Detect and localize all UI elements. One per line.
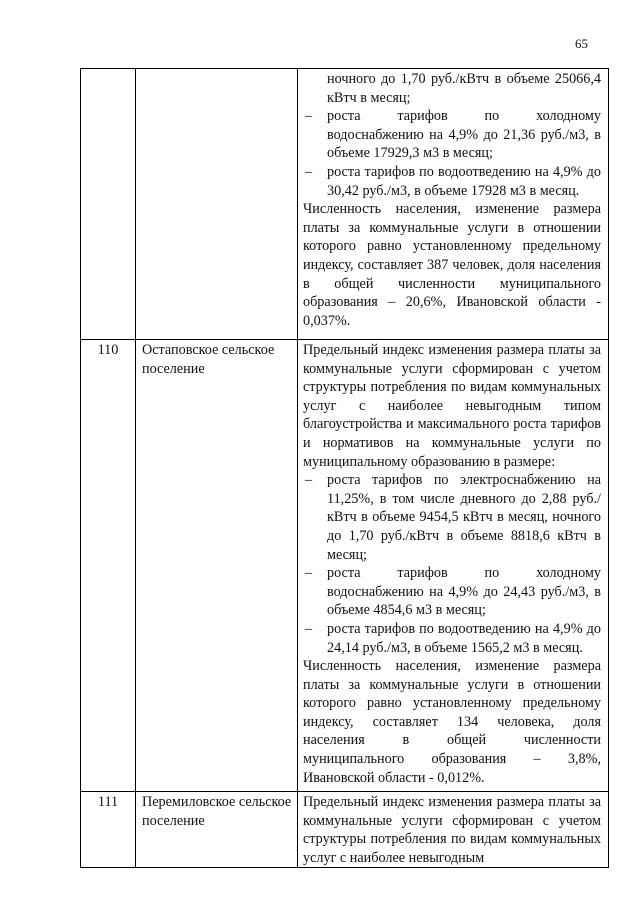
table-row	[81, 792, 609, 868]
row-number: 110	[81, 340, 136, 792]
page-number: 65	[575, 36, 588, 51]
description-cell	[298, 69, 609, 340]
row-number	[81, 69, 136, 340]
list-item-text: роста тарифов по холодному водоснабжению на 4,9% до 24,43 руб./м3, в объеме 4854,6 м3 в месяц;	[327, 565, 601, 619]
tariff-table	[80, 68, 609, 868]
list-item-text: роста тарифов по водоотведению на 4,9% до 24,14 руб./м3, в объеме 1565,2 м3 в месяц.	[327, 620, 601, 656]
population-text: Численность населения, изменение размера платы за коммунальные услуги в отношении которого равно установленному предельному индексу, составляет 387 человек, доля населения в общей численности муниципального образования – 20,6%, Ивановской области - 0,037%.	[303, 201, 601, 329]
table-row	[81, 340, 609, 792]
list-item	[303, 107, 601, 163]
description-cell	[298, 340, 609, 792]
dash-marker: –	[305, 108, 313, 125]
list-item	[303, 163, 601, 200]
intro-text: Предельный индекс изменения размера платы за коммунальные услуги сформирован с учетом структуры потребления по видам коммунальных услуг с наиболее невыгодным типом благоустройства и максимального роста тарифов и нормативов на коммунальные услуги по муниципальному образованию в размере:	[303, 342, 601, 470]
dash-marker: –	[305, 163, 313, 180]
list-item-text: роста тарифов по электроснабжению на 11,25%, в том числе дневного до 2,88 руб./кВтч в объеме 9454,5 кВтч в месяц, ночного до 1,70 руб./кВтч в объеме 8818,6 кВтч в месяц;	[327, 472, 601, 563]
dash-marker: –	[305, 472, 313, 489]
list-item	[303, 564, 601, 620]
list-item	[303, 620, 601, 657]
municipality-name: Перемиловское сельское поселение	[136, 792, 298, 868]
municipality-name	[136, 69, 298, 340]
intro-text: Предельный индекс изменения размера платы за коммунальные услуги сформирован с учетом структуры потребления по видам коммунальных услуг с наиболее невыгодным	[303, 794, 601, 866]
table-row	[81, 69, 609, 340]
list-item	[303, 471, 601, 564]
description-cell	[298, 792, 609, 868]
continued-text: ночного до 1,70 руб./кВтч в объеме 25066,4 кВтч в месяц;	[327, 71, 601, 106]
list-item-text: роста тарифов по водоотведению на 4,9% до 30,42 руб./м3, в объеме 17928 м3 в месяц.	[327, 163, 601, 199]
dash-marker: –	[305, 565, 313, 582]
row-number: 111	[81, 792, 136, 868]
list-item-text: роста тарифов по холодному водоснабжению на 4,9% до 21,36 руб./м3, в объеме 17929,3 м3 в месяц;	[327, 108, 601, 162]
population-text: Численность населения, изменение размера платы за коммунальные услуги в отношении которого равно установленному предельному индексу, составляет 134 человека, доля населения в общей численности муниципального образования – 3,8%, Ивановской области - 0,012%.	[303, 658, 601, 786]
municipality-name: Остаповское сельское поселение	[136, 340, 298, 792]
dash-marker: –	[305, 620, 313, 637]
